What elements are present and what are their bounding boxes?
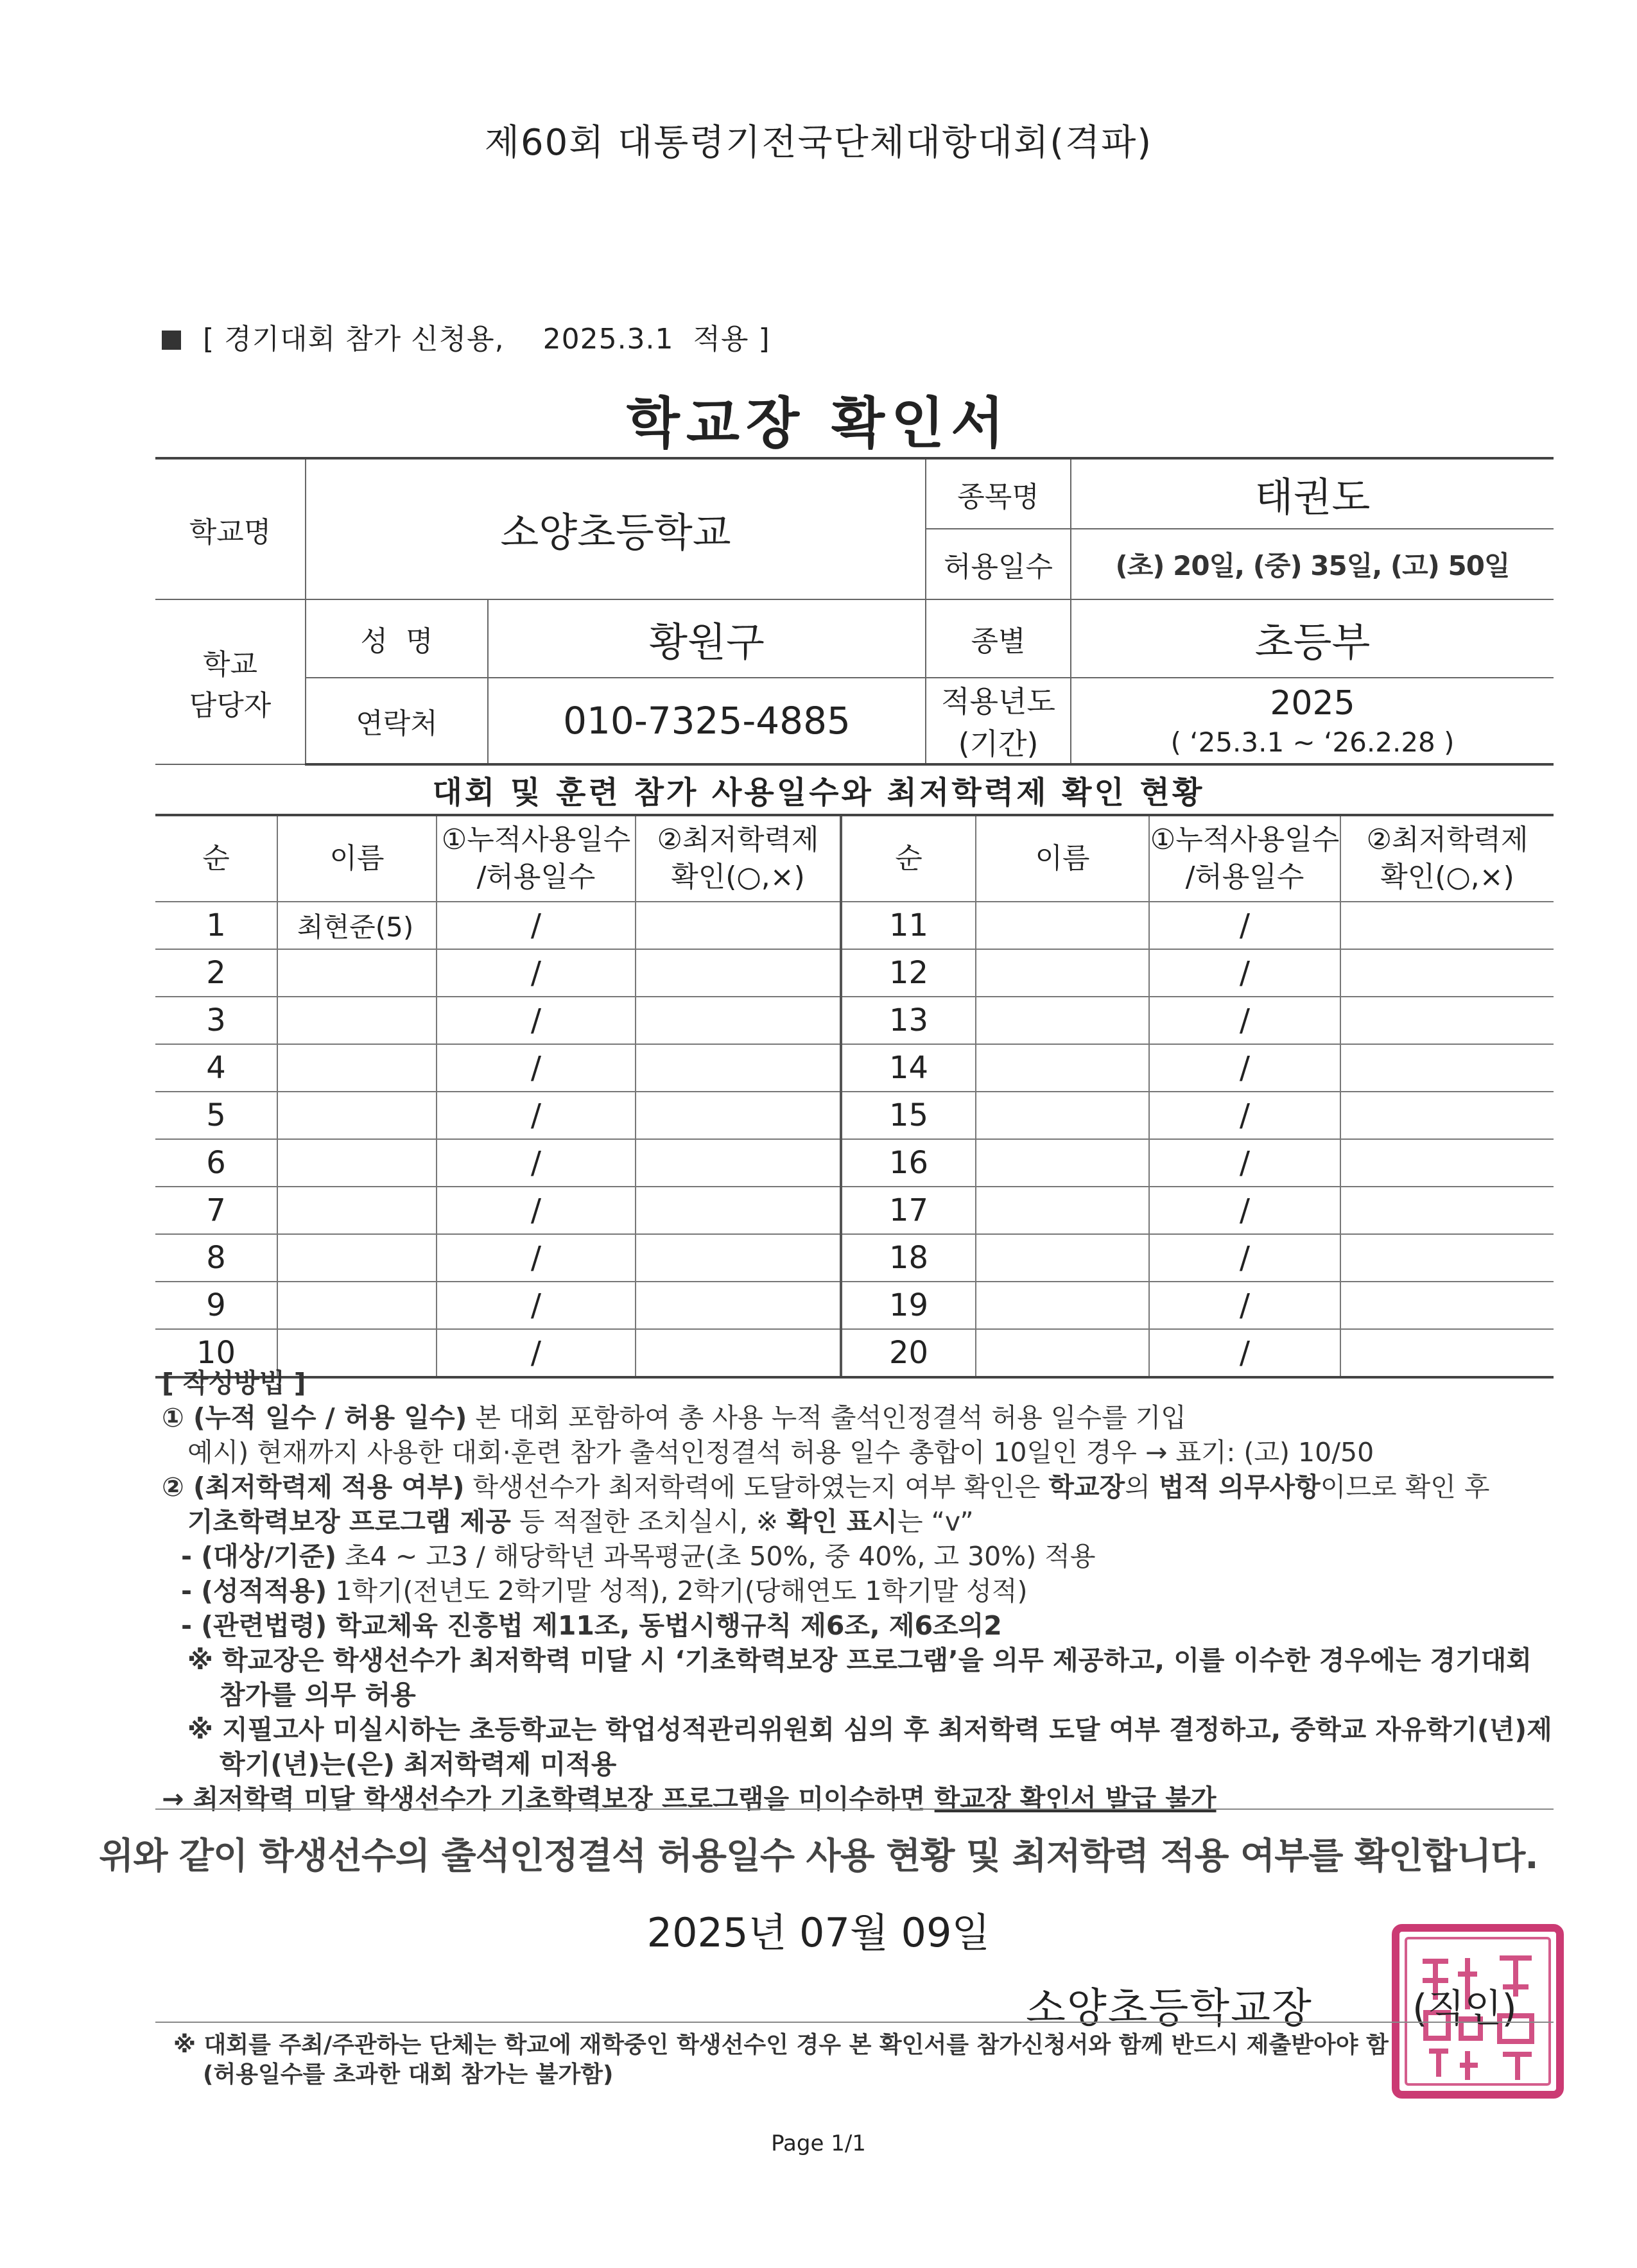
row-name-right — [976, 1234, 1149, 1282]
col-no: 순 — [155, 815, 277, 902]
row-days: / — [437, 1329, 636, 1377]
footer-note: ※ 대회를 주최/주관하는 단체는 학교에 재학중인 학생선수인 경우 본 확인서를 참가신청서와 함께 반드시 제출받아야 함 (허용일수를 초과한 대회 참가는 불가함) — [173, 2032, 1389, 2088]
year-label: 적용년도 (기간) — [926, 678, 1071, 764]
row-no: 2 — [155, 949, 277, 997]
row-check — [636, 949, 841, 997]
row-check-right — [1340, 1234, 1554, 1282]
divider — [155, 2022, 1554, 2023]
row-check-right — [1340, 949, 1554, 997]
row-check-right — [1340, 902, 1554, 949]
year: 2025 — [1270, 683, 1355, 723]
row-no-right: 12 — [841, 949, 976, 997]
instr-line: - (대상/기준) 초4 ~ 고3 / 해당학년 과목평균(초 50%, 중 40%, 고 30%) 적용 — [181, 1541, 1096, 1572]
table-row — [155, 1092, 1554, 1139]
row-name-right — [976, 1187, 1149, 1234]
row-no-right: 18 — [841, 1234, 976, 1282]
row-no-right: 17 — [841, 1187, 976, 1234]
row-days: / — [437, 1187, 636, 1234]
col-name: 이름 — [277, 815, 437, 902]
row-name — [277, 997, 437, 1044]
divider — [155, 1808, 1554, 1810]
row-name-right — [976, 997, 1149, 1044]
table-row — [155, 902, 1554, 949]
row-days: / — [437, 997, 636, 1044]
row-days: / — [437, 1139, 636, 1187]
col-name-right: 이름 — [976, 815, 1149, 902]
row-days: / — [437, 949, 636, 997]
instructions — [162, 1366, 1552, 1816]
row-days: / — [437, 1044, 636, 1092]
table-row — [155, 1187, 1554, 1234]
row-check — [636, 1187, 841, 1234]
row-days: / — [437, 902, 636, 949]
row-no: 8 — [155, 1234, 277, 1282]
event-title: 제60회 대통령기전국단체대항대회(격파) — [484, 122, 1153, 164]
row-days-right: / — [1149, 902, 1340, 949]
manager-label: 학교 담당자 — [155, 599, 306, 764]
row-name — [277, 1139, 437, 1187]
row-no: 1 — [155, 902, 277, 949]
row-no-right: 16 — [841, 1139, 976, 1187]
row-no-right: 13 — [841, 997, 976, 1044]
row-name — [277, 949, 437, 997]
row-check — [636, 1139, 841, 1187]
table-row — [155, 949, 1554, 997]
division-label: 종별 — [926, 599, 1071, 678]
row-days-right: / — [1149, 1282, 1340, 1329]
principal-title: 소양초등학교장 — [1026, 1985, 1313, 2032]
document-title: 학교장 확인서 — [626, 391, 1011, 456]
row-no-right: 11 — [841, 902, 976, 949]
event-name: 태권도 — [1071, 458, 1554, 529]
instr-line: - (성적적용) 1학기(전년도 2학기말 성적), 2학기(당해연도 1학기말 성적) — [181, 1576, 1028, 1606]
allowed-days: (초) 20일, (중) 35일, (고) 50일 — [1071, 529, 1554, 599]
row-check — [636, 902, 841, 949]
row-name-right — [976, 1139, 1149, 1187]
row-days-right: / — [1149, 1092, 1340, 1139]
manager-name: 황원구 — [488, 599, 926, 678]
row-name-right — [976, 902, 1149, 949]
name-label: 성 명 — [306, 599, 488, 678]
table-row — [155, 997, 1554, 1044]
status-title: 대회 및 훈련 참가 사용일수와 최저학력제 확인 현황 — [432, 775, 1205, 811]
apply-note: [ 경기대회 참가 신청용, 2025.3.1 적용 ] — [162, 316, 770, 357]
col-days-right: ①누적사용일수 /허용일수 — [1149, 815, 1340, 902]
instr-line: ② (최저학력제 적용 여부) 학생선수가 최저학력에 도달하였는지 여부 확인은 학교장의 법적 의무사항이므로 확인 후 — [162, 1472, 1490, 1502]
row-days-right: / — [1149, 1329, 1340, 1377]
row-days-right: / — [1149, 1187, 1340, 1234]
contact-label: 연락처 — [306, 678, 488, 764]
row-days-right: / — [1149, 997, 1340, 1044]
row-no-right: 15 — [841, 1092, 976, 1139]
row-name-right — [976, 1092, 1149, 1139]
row-check — [636, 997, 841, 1044]
row-check — [636, 1234, 841, 1282]
row-days-right: / — [1149, 1234, 1340, 1282]
table-row — [155, 1234, 1554, 1282]
table-row — [155, 1139, 1554, 1187]
row-days-right: / — [1149, 1139, 1340, 1187]
row-check — [636, 1044, 841, 1092]
row-days-right: / — [1149, 949, 1340, 997]
col-check-right: ②최저학력제 확인(○,×) — [1340, 815, 1554, 902]
row-no: 5 — [155, 1092, 277, 1139]
row-no: 10 — [155, 1329, 277, 1377]
row-no: 4 — [155, 1044, 277, 1092]
instr-line: ※ 학교장은 학생선수가 최저학력 미달 시 ‘기초학력보장 프로그램’을 의무 제공하고, 이를 이수한 경우에는 경기대회 — [187, 1645, 1532, 1676]
instr-line: 기초학력보장 프로그램 제공 등 적절한 조치실시, ※ 확인 표시는 “v” — [187, 1506, 974, 1537]
instr-line: ※ 지필고사 미실시하는 초등학교는 학업성적관리위원회 심의 후 최저학력 도달 여부 결정하고, 중학교 자유학기(년)제 — [187, 1714, 1552, 1745]
instr-line: → 최저학력 미달 학생선수가 기초학력보장 프로그램을 미이수하면 학교장 확인서 발급 불가 — [162, 1783, 1217, 1814]
instructions-title: [ 작성방법 ] — [162, 1368, 306, 1398]
year-cell — [1071, 678, 1554, 764]
table-row — [155, 1282, 1554, 1329]
col-no-right: 순 — [841, 815, 976, 902]
event-label: 종목명 — [926, 458, 1071, 529]
col-days: ①누적사용일수 /허용일수 — [437, 815, 636, 902]
row-check-right — [1340, 1282, 1554, 1329]
school-info-table — [155, 457, 1554, 766]
row-no: 6 — [155, 1139, 277, 1187]
row-no: 9 — [155, 1282, 277, 1329]
row-name-right — [976, 1044, 1149, 1092]
school-name: 소양초등학교 — [306, 458, 926, 599]
instr-line: ① (누적 일수 / 허용 일수) 본 대회 포함하여 총 사용 누적 출석인정결석 허용 일수를 기입 — [162, 1402, 1186, 1433]
instr-line: 예시) 현재까지 사용한 대회·훈련 참가 출석인정결석 허용 일수 총합이 10일인 경우 → 표기: (고) 10/50 — [187, 1437, 1374, 1468]
row-no: 3 — [155, 997, 277, 1044]
row-name: 최현준(5) — [277, 902, 437, 949]
period: ( ‘25.3.1 ~ ‘26.2.28 ) — [1170, 726, 1455, 758]
row-check-right — [1340, 997, 1554, 1044]
confirm-statement: 위와 같이 학생선수의 출석인정결석 허용일수 사용 현황 및 최저학력 적용 여부를 확인합니다. — [99, 1835, 1538, 1877]
row-no: 7 — [155, 1187, 277, 1234]
issue-date: 2025년 07월 09일 — [646, 1909, 991, 1956]
student-table — [155, 814, 1554, 1379]
instr-line: - (관련법령) 학교체육 진흥법 제11조, 동법시행규칙 제6조, 제6조의2 — [181, 1610, 1002, 1641]
row-days: / — [437, 1092, 636, 1139]
row-days: / — [437, 1282, 636, 1329]
row-no-right: 19 — [841, 1282, 976, 1329]
table-row — [155, 1044, 1554, 1092]
row-no-right: 14 — [841, 1044, 976, 1092]
page-number: Page 1/1 — [771, 2131, 866, 2156]
instr-line: 학기(년)는(은) 최저학력제 미적용 — [220, 1749, 617, 1780]
row-name-right — [976, 949, 1149, 997]
row-check-right — [1340, 1139, 1554, 1187]
instr-line: 참가를 의무 허용 — [220, 1680, 416, 1710]
row-name — [277, 1092, 437, 1139]
division: 초등부 — [1071, 599, 1554, 678]
row-name — [277, 1234, 437, 1282]
row-check-right — [1340, 1187, 1554, 1234]
row-check-right — [1340, 1092, 1554, 1139]
col-check: ②최저학력제 확인(○,×) — [636, 815, 841, 902]
row-check — [636, 1092, 841, 1139]
row-name-right — [976, 1282, 1149, 1329]
row-days-right: / — [1149, 1044, 1340, 1092]
row-no-right: 20 — [841, 1329, 976, 1377]
seal-label: (직인) — [1412, 1986, 1517, 2031]
allowed-days-label: 허용일수 — [926, 529, 1071, 599]
contact-number: 010-7325-4885 — [488, 678, 926, 764]
row-name — [277, 1282, 437, 1329]
square-bullet-icon — [162, 331, 181, 350]
school-label: 학교명 — [155, 458, 306, 599]
row-check-right — [1340, 1044, 1554, 1092]
row-name — [277, 1044, 437, 1092]
row-check — [636, 1282, 841, 1329]
row-days: / — [437, 1234, 636, 1282]
row-name — [277, 1187, 437, 1234]
